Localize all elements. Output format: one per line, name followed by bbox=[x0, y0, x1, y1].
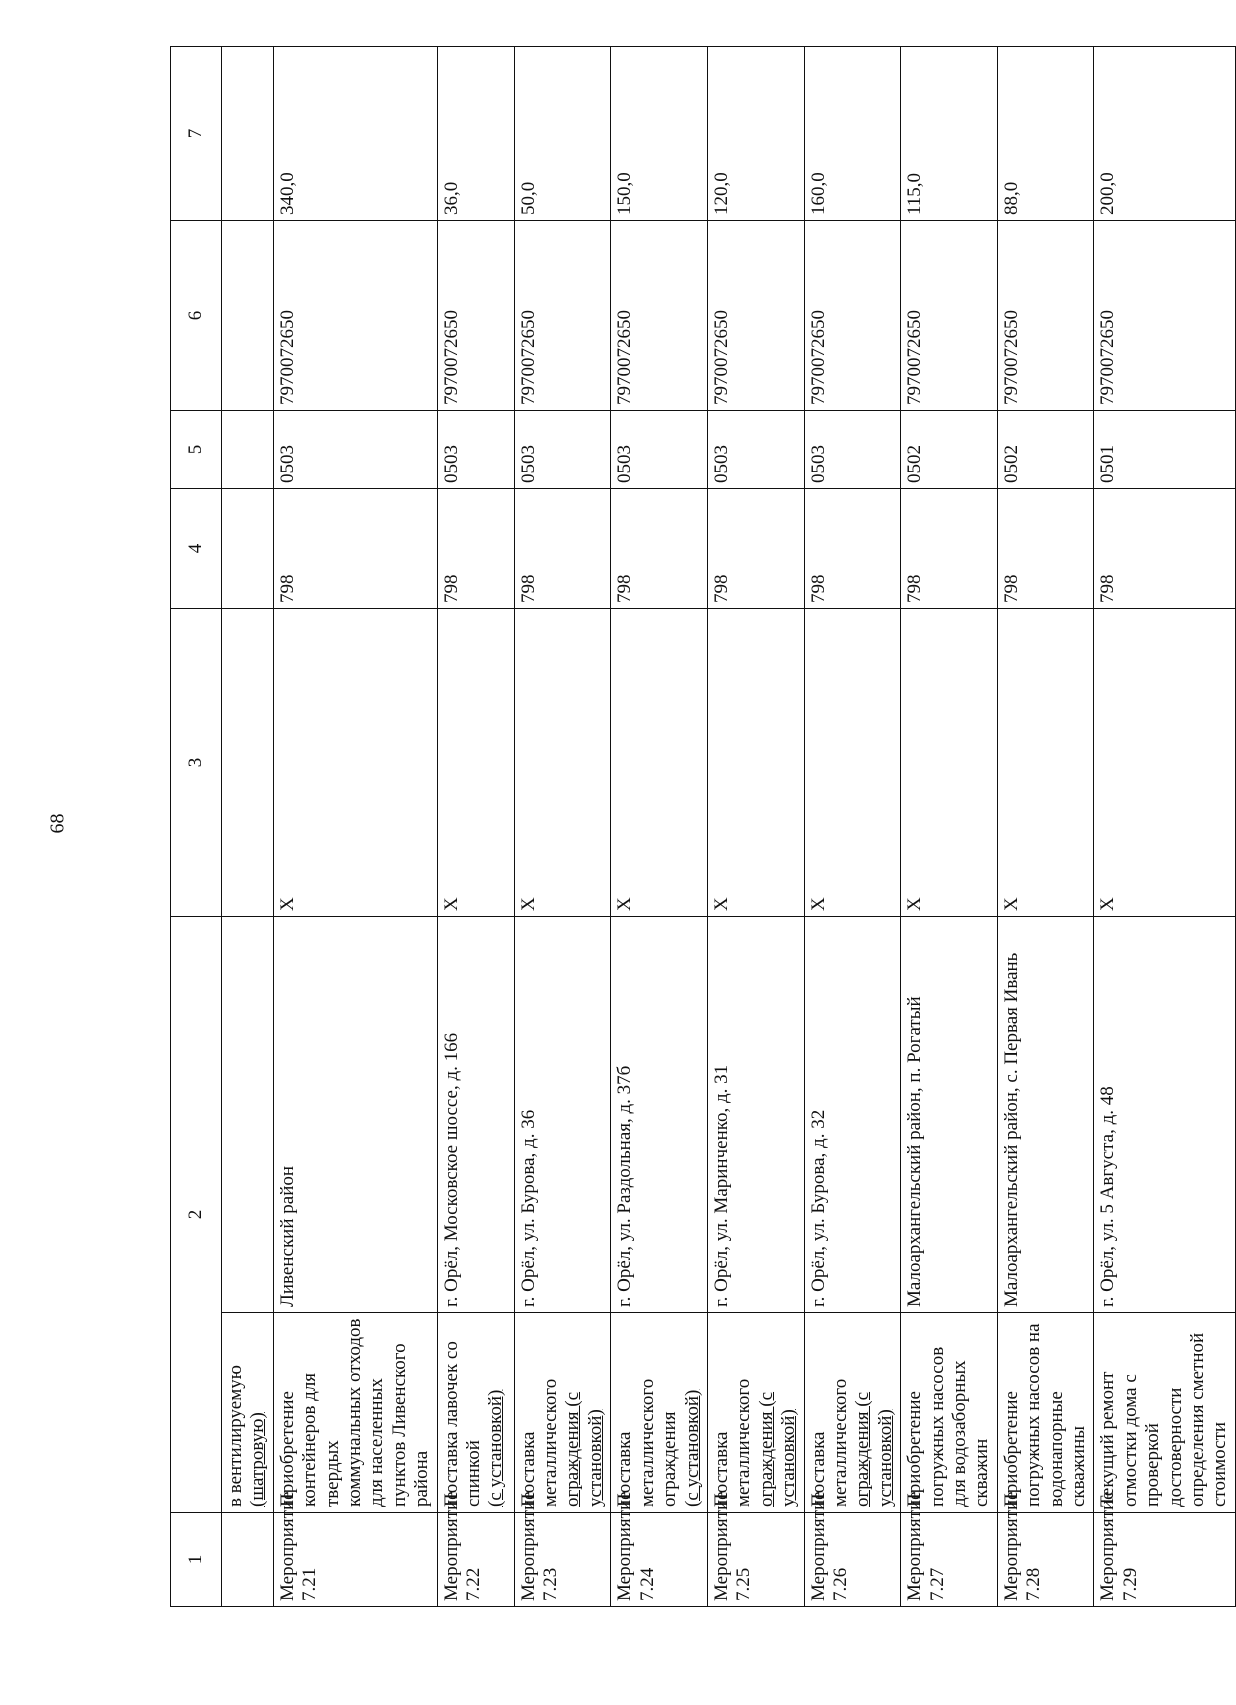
event-description-text: Поставка металлического bbox=[710, 1378, 755, 1507]
event-description bbox=[707, 1313, 804, 1513]
cell-col-4: 798 bbox=[611, 489, 708, 609]
cell-col-4: 798 bbox=[514, 489, 611, 609]
table-row bbox=[514, 47, 611, 1607]
cell-col-7: 120,0 bbox=[707, 47, 804, 221]
event-description-text: Поставка металлического bbox=[517, 1378, 562, 1507]
cell-col-6: 7970072650 bbox=[707, 221, 804, 411]
table-row bbox=[1094, 47, 1235, 1607]
cell-col-4: 798 bbox=[804, 489, 901, 609]
continuation-line-1: в вентилируемую bbox=[225, 1365, 246, 1507]
cell-empty bbox=[222, 917, 274, 1313]
event-id: Мероприятие 7.26 bbox=[804, 1513, 901, 1607]
rotated-table-frame bbox=[170, 47, 1231, 1607]
cell-col-7: 88,0 bbox=[997, 47, 1094, 221]
cell-col-7: 150,0 bbox=[611, 47, 708, 221]
event-description-text: Поставка металлического bbox=[807, 1378, 851, 1507]
event-id: Мероприятие 7.29 bbox=[1094, 1513, 1235, 1607]
cell-col-3: Х bbox=[804, 609, 901, 917]
event-description: Приобретение погружных насосов для водозаборных скважин bbox=[901, 1313, 998, 1513]
cell-empty bbox=[222, 489, 274, 609]
cell-col-3: Х bbox=[707, 609, 804, 917]
header-row bbox=[171, 47, 222, 1607]
cell-empty bbox=[222, 609, 274, 917]
cell-col-3: Х bbox=[1094, 609, 1235, 917]
table-row bbox=[707, 47, 804, 1607]
cell-col-5: 0503 bbox=[437, 411, 514, 489]
cell-col-3: Х bbox=[514, 609, 611, 917]
event-id: Мероприятие 7.22 bbox=[437, 1513, 514, 1607]
cell-col-7: 160,0 bbox=[804, 47, 901, 221]
cell-col-5: 0502 bbox=[997, 411, 1094, 489]
cell-col-6: 7970072650 bbox=[273, 221, 437, 411]
cell-col-6: 7970072650 bbox=[1094, 221, 1235, 411]
event-description-note: ограждения (с установкой) bbox=[852, 1391, 896, 1507]
cell-col-5: 0503 bbox=[804, 411, 901, 489]
cell-col-4: 798 bbox=[437, 489, 514, 609]
cell-col-7: 115,0 bbox=[901, 47, 998, 221]
event-description-note: ограждения (с установкой) bbox=[562, 1391, 606, 1507]
header-col-6: 6 bbox=[171, 221, 222, 411]
cell-col-4: 798 bbox=[997, 489, 1094, 609]
cell-col-6: 7970072650 bbox=[804, 221, 901, 411]
event-id: Мероприятие 7.27 bbox=[901, 1513, 998, 1607]
event-description-text: Поставка лавочек со спинкой bbox=[440, 1341, 485, 1507]
header-col-4: 4 bbox=[171, 489, 222, 609]
event-description-note: (с установкой) bbox=[485, 1389, 507, 1507]
cell-col-7: 36,0 bbox=[437, 47, 514, 221]
cell-col-3: Х bbox=[273, 609, 437, 917]
event-description-text: Поставка металлического ограждения bbox=[614, 1378, 681, 1507]
event-description-note: (с установкой) bbox=[681, 1389, 703, 1507]
continuation-row bbox=[222, 47, 274, 1607]
event-location: г. Орёл, ул. Бурова, д. 32 bbox=[804, 917, 901, 1313]
cell-col-3: Х bbox=[901, 609, 998, 917]
cell-col-3: Х bbox=[611, 609, 708, 917]
event-description: Приобретение контейнеров для твердых коммунальных отходов для населенных пунктов Ливенского района bbox=[273, 1313, 437, 1513]
cell-col-6: 7970072650 bbox=[437, 221, 514, 411]
cell-col-4: 798 bbox=[273, 489, 437, 609]
event-location: Ливенский район bbox=[273, 917, 437, 1313]
header-col-3: 3 bbox=[171, 609, 222, 917]
cell-col-6: 7970072650 bbox=[611, 221, 708, 411]
cell-col-6: 7970072650 bbox=[514, 221, 611, 411]
cell-col-6: 7970072650 bbox=[901, 221, 998, 411]
table-row bbox=[611, 47, 708, 1607]
table-row bbox=[901, 47, 998, 1607]
cell-col-4: 798 bbox=[1094, 489, 1235, 609]
event-description bbox=[514, 1313, 611, 1513]
cell-col-5: 0501 bbox=[1094, 411, 1235, 489]
table-row bbox=[273, 47, 437, 1607]
event-description bbox=[611, 1313, 708, 1513]
header-col-7: 7 bbox=[171, 47, 222, 221]
cell-empty bbox=[222, 47, 274, 221]
header-col-2: 2 bbox=[171, 917, 222, 1513]
event-location: Малоархангельский район, п. Рогатый bbox=[901, 917, 998, 1313]
events-table bbox=[170, 46, 1236, 1607]
cell-col-5: 0503 bbox=[611, 411, 708, 489]
cell-col-7: 200,0 bbox=[1094, 47, 1235, 221]
event-description bbox=[437, 1313, 514, 1513]
event-location: Малоархангельский район, с. Первая Ивань bbox=[997, 917, 1094, 1313]
event-location: г. Орёл, ул. Бурова, д. 36 bbox=[514, 917, 611, 1313]
event-id: Мероприятие 7.24 bbox=[611, 1513, 708, 1607]
cell-col-7: 340,0 bbox=[273, 47, 437, 221]
cell-col-7: 50,0 bbox=[514, 47, 611, 221]
event-location: г. Орёл, Московское шоссе, д. 166 bbox=[437, 917, 514, 1313]
continuation-desc bbox=[222, 1313, 274, 1513]
event-id: Мероприятие 7.28 bbox=[997, 1513, 1094, 1607]
event-description-note: ограждения (с установкой) bbox=[755, 1391, 800, 1507]
event-location: г. Орёл, ул. Раздольная, д. 37б bbox=[611, 917, 708, 1313]
cell-col-3: Х bbox=[997, 609, 1094, 917]
cell-col-5: 0503 bbox=[707, 411, 804, 489]
event-id: Мероприятие 7.25 bbox=[707, 1513, 804, 1607]
event-location: г. Орёл, ул. 5 Августа, д. 48 bbox=[1094, 917, 1235, 1313]
table-row bbox=[804, 47, 901, 1607]
table-row bbox=[437, 47, 514, 1607]
cell-col-5: 0503 bbox=[273, 411, 437, 489]
cell-empty bbox=[222, 1513, 274, 1607]
cell-col-4: 798 bbox=[901, 489, 998, 609]
cell-col-5: 0502 bbox=[901, 411, 998, 489]
cell-empty bbox=[222, 221, 274, 411]
cell-col-6: 7970072650 bbox=[997, 221, 1094, 411]
cell-col-5: 0503 bbox=[514, 411, 611, 489]
table-container bbox=[170, 47, 1230, 1617]
continuation-line-2: (шатровую) bbox=[247, 1412, 269, 1507]
event-description: Приобретение погружных насосов на водонапорные скважины bbox=[997, 1313, 1094, 1513]
table-row bbox=[997, 47, 1094, 1607]
header-col-1: 1 bbox=[171, 1513, 222, 1607]
event-description bbox=[804, 1313, 901, 1513]
cell-col-3: Х bbox=[437, 609, 514, 917]
cell-empty bbox=[222, 411, 274, 489]
event-location: г. Орёл, ул. Маринченко, д. 31 bbox=[707, 917, 804, 1313]
header-col-5: 5 bbox=[171, 411, 222, 489]
event-id: Мероприятие 7.23 bbox=[514, 1513, 611, 1607]
event-id: Мероприятие 7.21 bbox=[273, 1513, 437, 1607]
event-description: Текущий ремонт отмостки дома с проверкой достоверности определения сметной стоимости bbox=[1094, 1313, 1235, 1513]
cell-col-4: 798 bbox=[707, 489, 804, 609]
page-number: 68 bbox=[46, 813, 69, 834]
